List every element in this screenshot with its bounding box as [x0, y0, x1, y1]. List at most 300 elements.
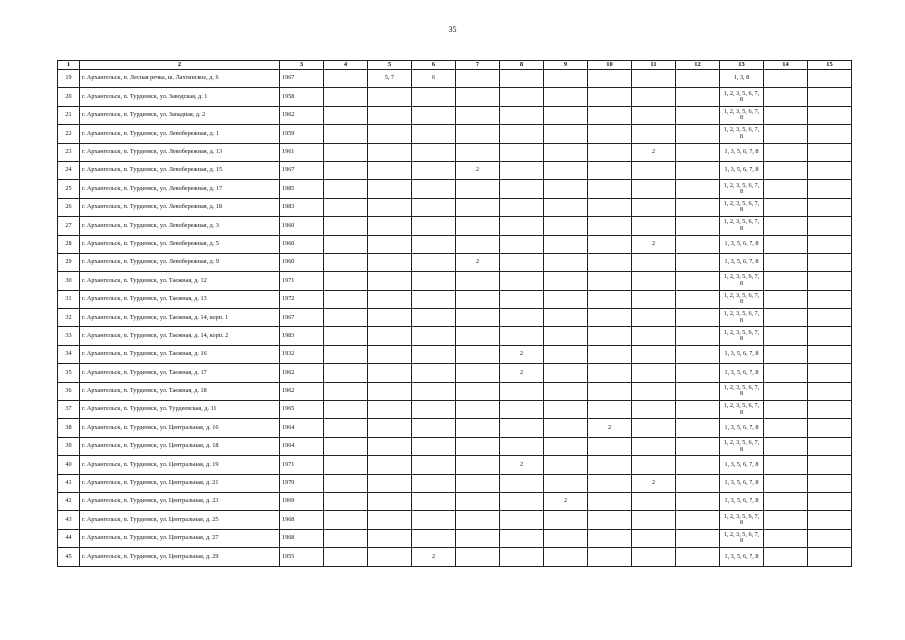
col4-cell: [324, 125, 368, 143]
row-number-cell: 25: [58, 180, 80, 198]
address-cell: г. Архангельск, п. Турдеевск, ул. Левобережная, д. 15: [80, 161, 280, 179]
column-header: 7: [456, 61, 500, 70]
col13-cell: 1, 3, 5, 6, 7, 8: [720, 364, 764, 382]
col6-cell: [412, 437, 456, 455]
col7-cell: [456, 345, 500, 363]
col11-cell: [632, 70, 676, 88]
col14-cell: [764, 125, 808, 143]
col9-cell: [544, 364, 588, 382]
col11-cell: [632, 419, 676, 437]
col14-cell: [764, 437, 808, 455]
column-header: 9: [544, 61, 588, 70]
col14-cell: [764, 106, 808, 124]
col15-cell: [808, 272, 852, 290]
col8-cell: [500, 143, 544, 161]
table-row: [58, 364, 852, 382]
col12-cell: [676, 143, 720, 161]
col10-cell: [588, 492, 632, 510]
col11-cell: [632, 125, 676, 143]
col12-cell: [676, 548, 720, 566]
col11-cell: [632, 345, 676, 363]
address-cell: г. Архангельск, п. Турдеевск, ул. Левобережная, д. 17: [80, 180, 280, 198]
col15-cell: [808, 125, 852, 143]
col8-cell: [500, 529, 544, 547]
row-number-cell: 29: [58, 253, 80, 271]
year-cell: 1932: [280, 345, 324, 363]
col13-cell: 1, 2, 3, 5, 6, 7, 8: [720, 437, 764, 455]
col11-cell: [632, 198, 676, 216]
year-cell: 1960: [280, 235, 324, 253]
address-cell: г. Архангельск, п. Турдеевск, ул. Таежная, д. 14, корп. 2: [80, 327, 280, 345]
column-header: 14: [764, 61, 808, 70]
col4-cell: [324, 143, 368, 161]
col15-cell: [808, 143, 852, 161]
col8-cell: [500, 161, 544, 179]
col11-cell: [632, 217, 676, 235]
col7-cell: [456, 492, 500, 510]
column-header: 2: [80, 61, 280, 70]
col7-cell: [456, 437, 500, 455]
col4-cell: [324, 456, 368, 474]
col9-cell: [544, 217, 588, 235]
col14-cell: [764, 327, 808, 345]
table-row: [58, 143, 852, 161]
col9-cell: [544, 198, 588, 216]
col8-cell: [500, 290, 544, 308]
year-cell: 1968: [280, 529, 324, 547]
col13-cell: 1, 2, 3, 5, 6, 7, 8: [720, 529, 764, 547]
table-row: [58, 345, 852, 363]
col13-cell: 1, 2, 3, 5, 6, 7, 8: [720, 309, 764, 327]
year-cell: 1971: [280, 456, 324, 474]
col9-cell: [544, 401, 588, 419]
col15-cell: [808, 437, 852, 455]
col4-cell: [324, 548, 368, 566]
address-cell: г. Архангельск, п. Турдеевск, ул. Центральная, д. 29: [80, 548, 280, 566]
row-number-cell: 20: [58, 88, 80, 106]
year-cell: 1964: [280, 419, 324, 437]
col8-cell: 2: [500, 345, 544, 363]
col12-cell: [676, 106, 720, 124]
col11-cell: [632, 492, 676, 510]
col6-cell: [412, 345, 456, 363]
col5-cell: [368, 88, 412, 106]
col13-cell: 1, 3, 5, 6, 7, 8: [720, 253, 764, 271]
col15-cell: [808, 309, 852, 327]
col11-cell: [632, 401, 676, 419]
col4-cell: [324, 345, 368, 363]
col13-cell: 1, 3, 5, 6, 7, 8: [720, 235, 764, 253]
col7-cell: [456, 529, 500, 547]
col9-cell: [544, 106, 588, 124]
col10-cell: [588, 235, 632, 253]
col5-cell: [368, 217, 412, 235]
col7-cell: [456, 198, 500, 216]
col10-cell: [588, 125, 632, 143]
address-cell: г. Архангельск, п. Турдеевск, ул. Таежная, д. 16: [80, 345, 280, 363]
col6-cell: [412, 198, 456, 216]
col11-cell: [632, 529, 676, 547]
col12-cell: [676, 180, 720, 198]
col12-cell: [676, 345, 720, 363]
col9-cell: [544, 70, 588, 88]
col12-cell: [676, 419, 720, 437]
col15-cell: [808, 290, 852, 308]
table-row: [58, 419, 852, 437]
col10-cell: [588, 529, 632, 547]
table-row: [58, 70, 852, 88]
table-row: [58, 474, 852, 492]
col5-cell: [368, 272, 412, 290]
col8-cell: [500, 198, 544, 216]
col10-cell: [588, 456, 632, 474]
year-cell: 1972: [280, 290, 324, 308]
col14-cell: [764, 309, 808, 327]
col5-cell: [368, 419, 412, 437]
year-cell: 1969: [280, 492, 324, 510]
col11-cell: [632, 272, 676, 290]
col8-cell: [500, 217, 544, 235]
col7-cell: [456, 327, 500, 345]
col12-cell: [676, 492, 720, 510]
col12-cell: [676, 309, 720, 327]
col4-cell: [324, 290, 368, 308]
col7-cell: [456, 511, 500, 529]
col15-cell: [808, 88, 852, 106]
col7-cell: 2: [456, 253, 500, 271]
address-cell: г. Архангельск, п. Турдеевск, ул. Центральная, д. 23: [80, 492, 280, 510]
col14-cell: [764, 198, 808, 216]
col10-cell: [588, 309, 632, 327]
col8-cell: [500, 125, 544, 143]
col11-cell: [632, 290, 676, 308]
col6-cell: [412, 272, 456, 290]
col9-cell: [544, 272, 588, 290]
col13-cell: 1, 2, 3, 5, 6, 7, 8: [720, 88, 764, 106]
col7-cell: [456, 180, 500, 198]
table-row: [58, 548, 852, 566]
col13-cell: 1, 2, 3, 5, 6, 7, 8: [720, 382, 764, 400]
col12-cell: [676, 364, 720, 382]
col8-cell: [500, 88, 544, 106]
address-cell: г. Архангельск, п. Турдеевск, ул. Таежная, д. 18: [80, 382, 280, 400]
col8-cell: [500, 437, 544, 455]
col6-cell: [412, 235, 456, 253]
col4-cell: [324, 198, 368, 216]
col7-cell: [456, 290, 500, 308]
col8-cell: [500, 419, 544, 437]
col7-cell: [456, 125, 500, 143]
address-cell: г. Архангельск, п. Турдеевск, ул. Центральная, д. 25: [80, 511, 280, 529]
col10-cell: [588, 382, 632, 400]
table-row: [58, 125, 852, 143]
col14-cell: [764, 272, 808, 290]
address-cell: г. Архангельск, п. Турдеевск, ул. Левобережная, д. 13: [80, 143, 280, 161]
year-cell: 1955: [280, 548, 324, 566]
col7-cell: [456, 419, 500, 437]
col4-cell: [324, 180, 368, 198]
col7-cell: [456, 272, 500, 290]
column-header: 4: [324, 61, 368, 70]
col15-cell: [808, 364, 852, 382]
col5-cell: [368, 548, 412, 566]
col12-cell: [676, 161, 720, 179]
col15-cell: [808, 456, 852, 474]
col4-cell: [324, 106, 368, 124]
row-number-cell: 35: [58, 364, 80, 382]
col4-cell: [324, 272, 368, 290]
col10-cell: [588, 364, 632, 382]
col9-cell: 2: [544, 492, 588, 510]
col7-cell: [456, 401, 500, 419]
col8-cell: [500, 106, 544, 124]
col10-cell: [588, 272, 632, 290]
col13-cell: 1, 2, 3, 5, 6, 7, 8: [720, 401, 764, 419]
col4-cell: [324, 161, 368, 179]
col12-cell: [676, 437, 720, 455]
col11-cell: 2: [632, 474, 676, 492]
col10-cell: [588, 106, 632, 124]
row-number-cell: 43: [58, 511, 80, 529]
col5-cell: [368, 198, 412, 216]
col8-cell: [500, 548, 544, 566]
col5-cell: [368, 437, 412, 455]
col15-cell: [808, 180, 852, 198]
col12-cell: [676, 88, 720, 106]
col14-cell: [764, 511, 808, 529]
col10-cell: [588, 70, 632, 88]
row-number-cell: 38: [58, 419, 80, 437]
col7-cell: [456, 70, 500, 88]
row-number-cell: 37: [58, 401, 80, 419]
year-cell: 1964: [280, 437, 324, 455]
col7-cell: [456, 382, 500, 400]
col5-cell: [368, 401, 412, 419]
col4-cell: [324, 401, 368, 419]
col4-cell: [324, 235, 368, 253]
col14-cell: [764, 180, 808, 198]
col14-cell: [764, 364, 808, 382]
col8-cell: [500, 180, 544, 198]
col15-cell: [808, 161, 852, 179]
table-row: [58, 217, 852, 235]
col7-cell: 2: [456, 161, 500, 179]
col6-cell: 2: [412, 548, 456, 566]
col8-cell: [500, 401, 544, 419]
col6-cell: [412, 327, 456, 345]
col6-cell: [412, 125, 456, 143]
col7-cell: [456, 88, 500, 106]
col12-cell: [676, 382, 720, 400]
col11-cell: [632, 456, 676, 474]
table-row: [58, 272, 852, 290]
year-cell: 1962: [280, 382, 324, 400]
year-cell: 1962: [280, 106, 324, 124]
col10-cell: [588, 474, 632, 492]
table-row: [58, 401, 852, 419]
col9-cell: [544, 437, 588, 455]
col14-cell: [764, 217, 808, 235]
row-number-cell: 40: [58, 456, 80, 474]
col15-cell: [808, 106, 852, 124]
column-header: 1: [58, 61, 80, 70]
col15-cell: [808, 511, 852, 529]
col13-cell: 1, 2, 3, 5, 6, 7, 8: [720, 327, 764, 345]
col8-cell: [500, 492, 544, 510]
col10-cell: [588, 401, 632, 419]
col11-cell: [632, 106, 676, 124]
col14-cell: [764, 290, 808, 308]
row-number-cell: 42: [58, 492, 80, 510]
col6-cell: [412, 529, 456, 547]
col10-cell: [588, 327, 632, 345]
col8-cell: [500, 474, 544, 492]
col15-cell: [808, 198, 852, 216]
col4-cell: [324, 217, 368, 235]
col9-cell: [544, 419, 588, 437]
col10-cell: [588, 180, 632, 198]
col5-cell: [368, 143, 412, 161]
col14-cell: [764, 143, 808, 161]
col11-cell: 2: [632, 143, 676, 161]
table-row: [58, 106, 852, 124]
col13-cell: 1, 2, 3, 5, 6, 7, 8: [720, 125, 764, 143]
col8-cell: [500, 382, 544, 400]
col4-cell: [324, 364, 368, 382]
col10-cell: [588, 253, 632, 271]
year-cell: 1965: [280, 401, 324, 419]
col6-cell: [412, 511, 456, 529]
col13-cell: 1, 2, 3, 5, 6, 7, 8: [720, 290, 764, 308]
col6-cell: [412, 290, 456, 308]
col6-cell: 6: [412, 70, 456, 88]
column-header: 8: [500, 61, 544, 70]
row-number-cell: 39: [58, 437, 80, 455]
col8-cell: [500, 511, 544, 529]
col6-cell: [412, 492, 456, 510]
col7-cell: [456, 217, 500, 235]
col11-cell: [632, 327, 676, 345]
col6-cell: [412, 161, 456, 179]
col5-cell: [368, 529, 412, 547]
col11-cell: [632, 437, 676, 455]
table-row: [58, 198, 852, 216]
col13-cell: 1, 3, 5, 6, 7, 8: [720, 492, 764, 510]
col14-cell: [764, 70, 808, 88]
row-number-cell: 22: [58, 125, 80, 143]
year-cell: 1985: [280, 180, 324, 198]
col11-cell: [632, 548, 676, 566]
col9-cell: [544, 548, 588, 566]
col6-cell: [412, 474, 456, 492]
col4-cell: [324, 70, 368, 88]
col5-cell: [368, 456, 412, 474]
col15-cell: [808, 253, 852, 271]
address-cell: г. Архангельск, п. Турдеевск, ул. Левобережная, д. 18: [80, 198, 280, 216]
year-cell: 1971: [280, 272, 324, 290]
address-cell: г. Архангельск, п. Турдеевск, ул. Центральная, д. 18: [80, 437, 280, 455]
table-row: [58, 511, 852, 529]
col10-cell: [588, 290, 632, 308]
col14-cell: [764, 419, 808, 437]
col7-cell: [456, 309, 500, 327]
col4-cell: [324, 529, 368, 547]
table-row: [58, 492, 852, 510]
col11-cell: [632, 511, 676, 529]
row-number-cell: 44: [58, 529, 80, 547]
address-cell: г. Архангельск, п. Турдеевск, ул. Левобережная, д. 5: [80, 235, 280, 253]
row-number-cell: 21: [58, 106, 80, 124]
row-number-cell: 31: [58, 290, 80, 308]
address-cell: г. Архангельск, п. Турдеевск, ул. Левобережная, д. 1: [80, 125, 280, 143]
row-number-cell: 26: [58, 198, 80, 216]
table-row: [58, 290, 852, 308]
col9-cell: [544, 88, 588, 106]
col5-cell: [368, 290, 412, 308]
row-number-cell: 32: [58, 309, 80, 327]
year-cell: 1967: [280, 70, 324, 88]
col12-cell: [676, 290, 720, 308]
col4-cell: [324, 88, 368, 106]
year-cell: 1970: [280, 474, 324, 492]
col8-cell: [500, 327, 544, 345]
row-number-cell: 41: [58, 474, 80, 492]
col12-cell: [676, 529, 720, 547]
col13-cell: 1, 3, 5, 6, 7, 8: [720, 456, 764, 474]
column-header: 15: [808, 61, 852, 70]
col9-cell: [544, 345, 588, 363]
col7-cell: [456, 456, 500, 474]
column-header: 5: [368, 61, 412, 70]
row-number-cell: 34: [58, 345, 80, 363]
table-row: [58, 161, 852, 179]
address-cell: г. Архангельск, п. Турдеевск, ул. Заводская, д. 1: [80, 88, 280, 106]
col12-cell: [676, 456, 720, 474]
table-row: [58, 88, 852, 106]
col11-cell: [632, 364, 676, 382]
table-row: [58, 382, 852, 400]
col14-cell: [764, 161, 808, 179]
col10-cell: [588, 198, 632, 216]
year-cell: 1983: [280, 327, 324, 345]
col12-cell: [676, 272, 720, 290]
col11-cell: [632, 309, 676, 327]
col12-cell: [676, 125, 720, 143]
col11-cell: [632, 180, 676, 198]
col14-cell: [764, 548, 808, 566]
col9-cell: [544, 511, 588, 529]
col7-cell: [456, 474, 500, 492]
col12-cell: [676, 70, 720, 88]
col4-cell: [324, 309, 368, 327]
row-number-cell: 23: [58, 143, 80, 161]
col6-cell: [412, 364, 456, 382]
col7-cell: [456, 364, 500, 382]
col15-cell: [808, 345, 852, 363]
col8-cell: [500, 272, 544, 290]
col10-cell: [588, 345, 632, 363]
col5-cell: [368, 492, 412, 510]
col10-cell: [588, 217, 632, 235]
col9-cell: [544, 253, 588, 271]
col12-cell: [676, 511, 720, 529]
col7-cell: [456, 235, 500, 253]
year-cell: 1959: [280, 125, 324, 143]
col15-cell: [808, 235, 852, 253]
table-row: [58, 456, 852, 474]
table-row: [58, 327, 852, 345]
page-number: 35: [448, 25, 457, 34]
